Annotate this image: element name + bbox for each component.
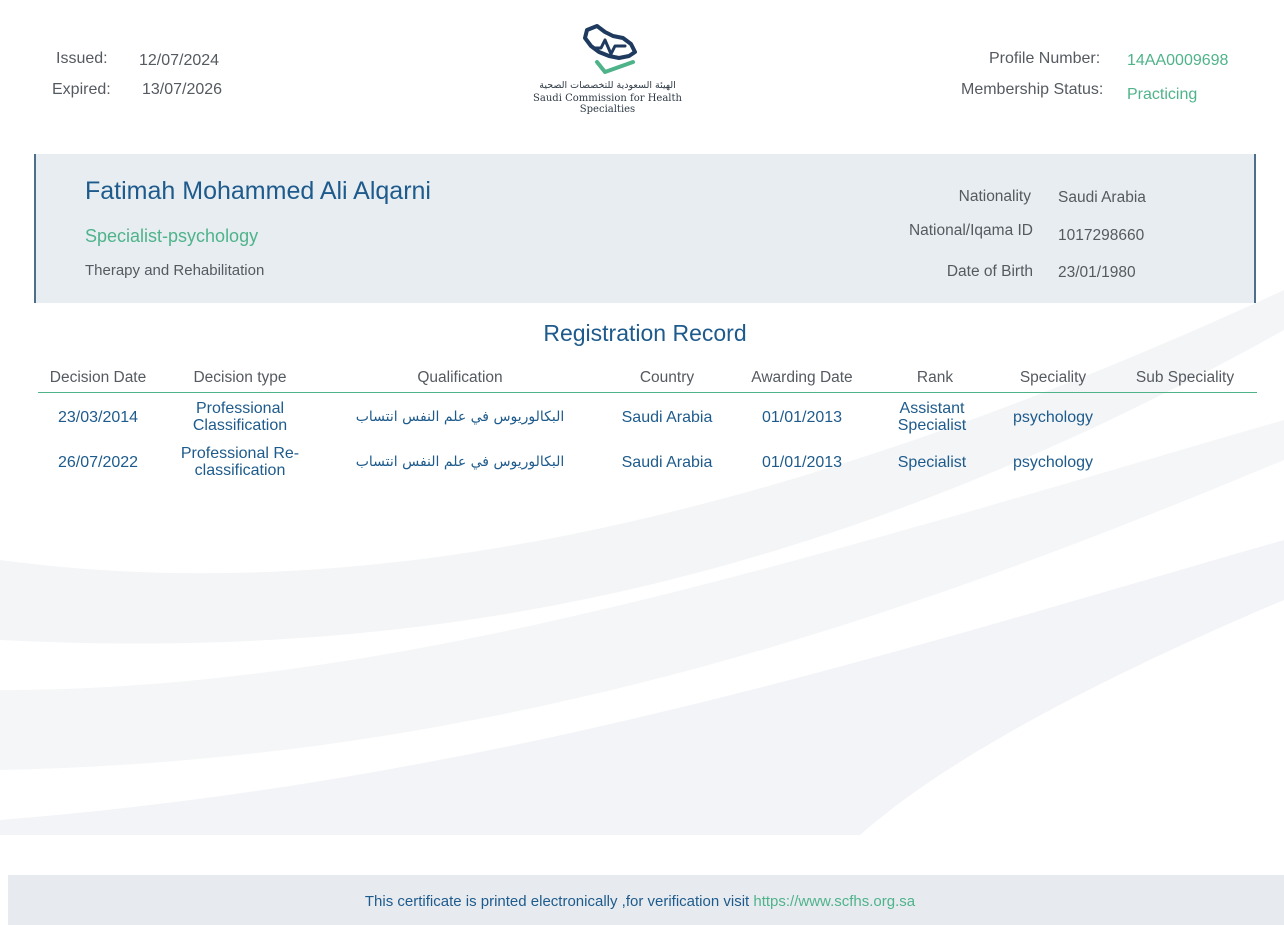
cell-speciality: psychology bbox=[1012, 408, 1094, 426]
col-qualification: Qualification bbox=[417, 369, 503, 386]
cell-rank bbox=[877, 398, 987, 436]
scfhs-logo bbox=[505, 22, 710, 115]
decision-type-line1: Professional Re- bbox=[180, 445, 300, 462]
cell-decision-date: 26/07/2022 bbox=[57, 453, 139, 471]
rank-line1: Assistant bbox=[899, 400, 965, 417]
cell-country: Saudi Arabia bbox=[621, 408, 713, 426]
cell-sub-speciality bbox=[1125, 443, 1245, 481]
registration-title: Registration Record bbox=[543, 320, 747, 346]
cell-speciality: psychology bbox=[1012, 453, 1094, 471]
col-decision-date: Decision Date bbox=[49, 369, 147, 386]
holder-name: Fatimah Mohammed Ali Alqarni bbox=[85, 177, 431, 205]
cell-qualification: البكالوريوس في علم النفس انتساب bbox=[355, 453, 565, 470]
logo-english-name: Saudi Commission for Health Specialties bbox=[533, 93, 682, 115]
col-decision-type: Decision type bbox=[193, 369, 287, 386]
profile-number-value: 14AA0009698 bbox=[1127, 52, 1229, 69]
cell-qualification: البكالوريوس في علم النفس انتساب bbox=[355, 408, 565, 425]
issued-label: Issued: bbox=[56, 50, 108, 67]
col-awarding-date: Awarding Date bbox=[751, 369, 853, 386]
dob-label: Date of Birth bbox=[946, 263, 1033, 280]
cell-country: Saudi Arabia bbox=[621, 453, 713, 471]
nationality-label: Nationality bbox=[958, 188, 1031, 205]
col-country: Country bbox=[639, 369, 695, 386]
cell-awarding-date: 01/01/2013 bbox=[761, 408, 843, 426]
cell-sub-speciality bbox=[1125, 398, 1245, 436]
dob-value: 23/01/1980 bbox=[1058, 264, 1136, 281]
membership-status-value: Practicing bbox=[1127, 86, 1198, 103]
rank-line2: Specialist bbox=[897, 417, 967, 434]
table-row bbox=[0, 443, 1284, 481]
cell-rank bbox=[877, 443, 987, 481]
id-label: National/Iqama ID bbox=[908, 222, 1033, 239]
holder-department: Therapy and Rehabilitation bbox=[85, 262, 265, 279]
id-value: 1017298660 bbox=[1058, 227, 1145, 244]
expired-value: 13/07/2026 bbox=[142, 81, 223, 98]
cell-decision-type bbox=[165, 443, 315, 481]
membership-status-label: Membership Status: bbox=[961, 81, 1104, 98]
decision-type-line1: Professional bbox=[195, 400, 285, 417]
issued-value: 12/07/2024 bbox=[139, 52, 220, 69]
rank-line1: Specialist bbox=[897, 453, 967, 471]
footer-note: This certificate is printed electronically ,for verification visit bbox=[364, 893, 750, 910]
table-row bbox=[0, 398, 1284, 436]
cell-awarding-date: 01/01/2013 bbox=[761, 453, 843, 471]
col-rank: Rank bbox=[916, 369, 954, 386]
logo-arabic-name: الهيئة السعودية للتخصصات الصحية bbox=[539, 80, 676, 91]
holder-specialty: Specialist-psychology bbox=[85, 226, 259, 246]
profile-number-label: Profile Number: bbox=[989, 50, 1101, 67]
footer-text bbox=[8, 893, 1272, 910]
footer-bar bbox=[8, 875, 1284, 925]
header-divider bbox=[38, 392, 1257, 393]
col-sub-speciality: Sub Speciality bbox=[1135, 369, 1235, 386]
cell-decision-date: 23/03/2014 bbox=[57, 408, 139, 426]
cell-decision-type bbox=[165, 398, 315, 436]
decision-type-line2: classification bbox=[194, 462, 286, 479]
col-speciality: Speciality bbox=[1019, 369, 1087, 386]
decision-type-line2: Classification bbox=[192, 417, 288, 434]
nationality-value: Saudi Arabia bbox=[1058, 189, 1146, 206]
saudi-map-heartbeat-icon bbox=[575, 22, 645, 78]
expired-label: Expired: bbox=[52, 81, 111, 98]
verification-link[interactable]: https://www.scfhs.org.sa bbox=[753, 893, 916, 910]
